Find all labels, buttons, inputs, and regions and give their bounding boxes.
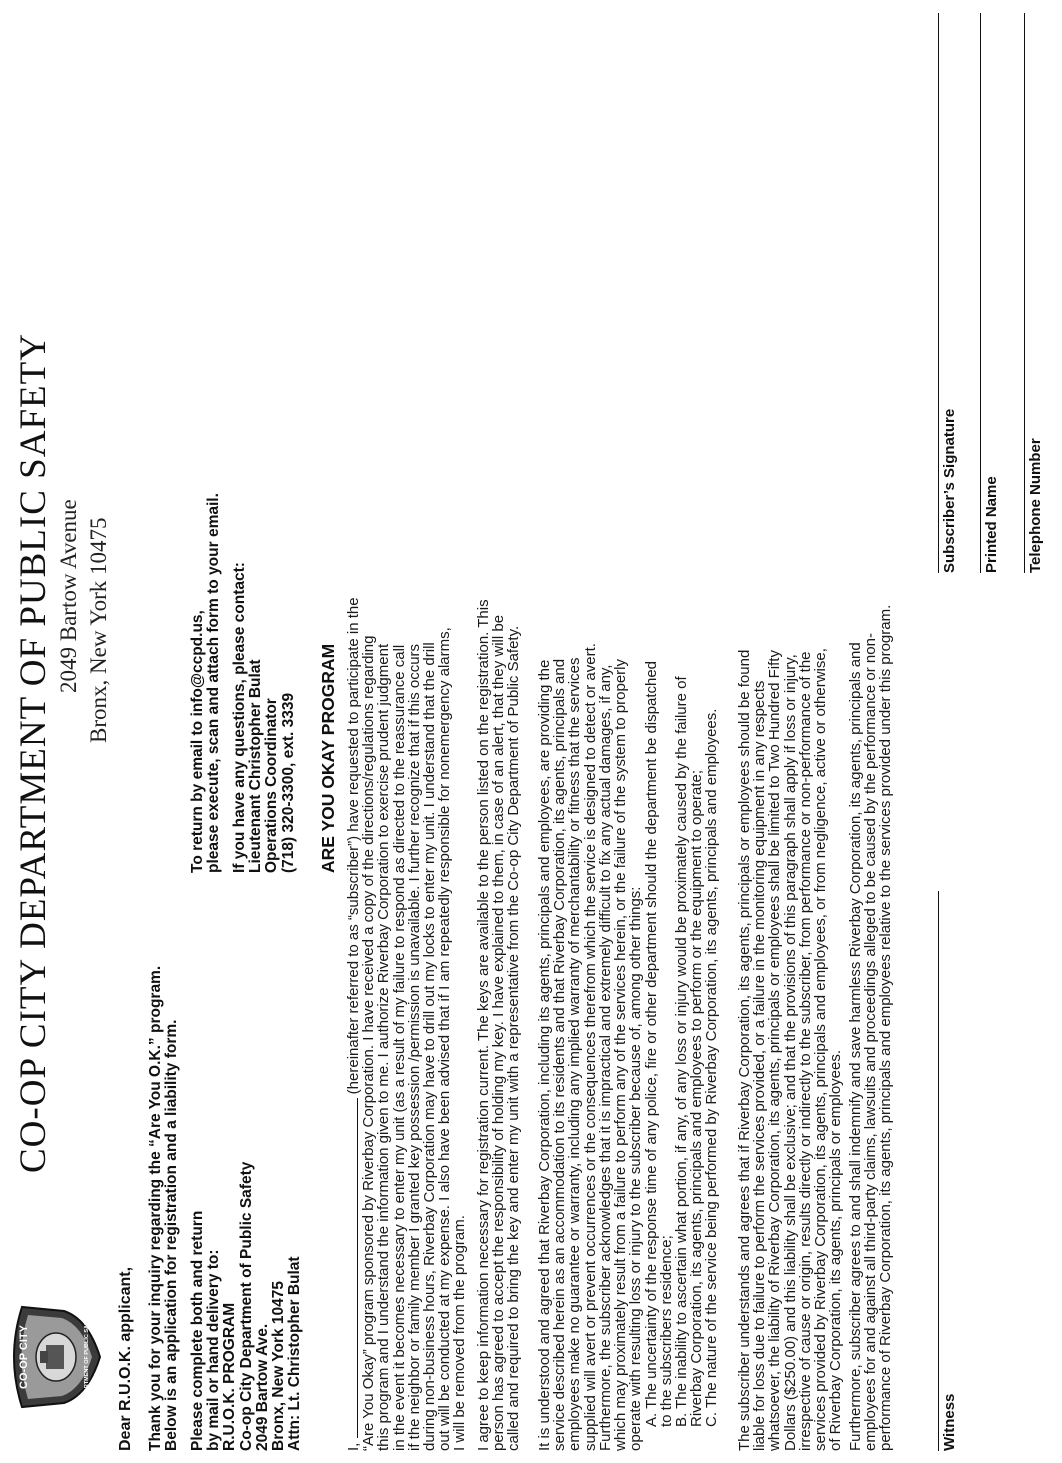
paragraph-line: services provided by Riverbay Corporation, its agents, principals and employees, or from negligence, active or otherwise, (812, 648, 830, 1451)
mail-line: R.U.O.K. PROGRAM (221, 1302, 239, 1451)
intro-text (148, 966, 181, 1451)
paragraph-line: of Riverbay Corporation, its agents, principals or employees. (827, 1049, 845, 1451)
paragraph-liability-limit (737, 11, 843, 1451)
telephone-number-line[interactable] (1024, 13, 1025, 573)
mail-line: Attn: Lt. Christopher Bulat (286, 1256, 304, 1451)
paragraph-line: operate with resulting loss or injury to the subscriber because of, among other things: (627, 886, 645, 1451)
paragraph-line: Furthermore, the subscriber acknowledges that it is impractical and extremely difficult to fix any actual damages, if any, (597, 664, 614, 1451)
paragraph-authorization (345, 11, 468, 1451)
paragraph-line: if the neighbor or family member I granted key possession /permission is unavailable. I further recognize that if this occurs (405, 643, 423, 1451)
telephone-number-label: Telephone Number (1027, 438, 1044, 573)
address-city: Bronx, New York 10475 (86, 517, 111, 743)
list-item: to the subscribers residence; (657, 1235, 675, 1427)
witness-line[interactable] (938, 891, 939, 1451)
email-line: To return by email to info@ccpd.us, (189, 610, 206, 873)
mail-line: Please complete both and return (189, 1210, 206, 1451)
paragraph-line: It is understood and agreed that Riverbay Corporation, including its agents, principals and employees, are providing the (536, 659, 553, 1451)
paragraph-line: I agree to keep information necessary for registration current. The keys are available to the person listed on the registration. This (475, 599, 492, 1451)
paragraph-line: which may proximately result from a failure to perform any of the services herein, or the failure of the system to properly (612, 659, 630, 1451)
subscriber-name-blank[interactable] (345, 1098, 358, 1438)
mail-line: 2049 Bartow Ave. (253, 1323, 271, 1451)
paragraph-line: liable for loss due to failure to perform the services provided, or a failure in the monitoring equipment in any respects (751, 680, 769, 1451)
list-item: B. The inability to ascertain what portion, if any, of any loss or injury would be proximately caused by the failure of (673, 676, 691, 1427)
contact-line: (718) 320-3300, ext. 3339 (279, 692, 297, 873)
mail-return-instructions (190, 1162, 303, 1451)
paragraph-line: performance of Riverbay Corporation, its agents, principals and employees relative to the services provided under this program. (877, 604, 895, 1451)
email-line: please execute, scan and attach form to your email. (205, 493, 223, 873)
paragraph-line: during non-business hours, Riverbay Corporation may have to drill out my locks to enter my unit. I understand that the drill (421, 642, 439, 1451)
mail-line: Bronx, New York 10475 (270, 1280, 288, 1451)
contact-line: If you have any questions, please contact: (231, 562, 248, 873)
email-return-instructions (190, 493, 223, 873)
subscriber-signature-label: Subscriber’s Signature (941, 408, 958, 573)
paragraph-line (345, 11, 361, 1451)
seal-bottom-text: DEPARTMENT OF PUBLIC SAFETY (84, 1310, 90, 1404)
paragraph-line: person has agreed to accept the responsibility of holding my key. I have explained to them, in case of an alert, that they will be (490, 614, 508, 1451)
paragraph-line: I will be removed from the program. (451, 1215, 469, 1451)
program-heading: ARE YOU OKAY PROGRAM (318, 643, 338, 873)
contact-info (232, 562, 297, 873)
printed-name-line[interactable] (980, 13, 981, 573)
paragraph-line: out will be conducted at my expense. I also have been advised that if I am repeatedly responsible for nonemergency alarms, (436, 627, 454, 1451)
intro-line: Thank you for your inquiry regarding the “Are You O.K.” program. (147, 965, 164, 1451)
subscriber-signature-line[interactable] (938, 13, 939, 573)
list-item: Riverbay Corporation, its agents, principals and employees to perform or the equipment to operate; (688, 769, 706, 1427)
printed-name-label: Printed Name (983, 476, 1000, 573)
paragraph-line: irrespective of cause or origin, results directly or indirectly to the subscriber, from performance or non-performance of the (796, 651, 814, 1451)
paragraph-line: this program and I understand the information given to me. I authorize Riverbay Corporation to exercise prudent judgment (375, 643, 393, 1451)
paragraph-no-warranty (537, 11, 598, 1451)
address-street: 2049 Bartow Avenue (56, 499, 81, 693)
list-item: C. The nature of the service being performed by Riverbay Corporation, its agents, principals and employees. (703, 708, 721, 1427)
paragraph-line: service described herein as an accommodation to its residents and that Riverbay Corporation, its agents, principals and (551, 658, 569, 1451)
paragraph-line: called and required to bring the key and enter my unit with a representative from the Co-op City Department of Public Safety. (505, 625, 523, 1451)
agency-title: CO-OP CITY DEPARTMENT OF PUBLIC SAFETY (13, 333, 54, 1173)
paragraph-registration (476, 11, 522, 1451)
paragraph-line: “Are You Okay” program sponsored by Riverbay Corporation. I have received a copy of the directions/regulations regarding (360, 635, 378, 1451)
paragraph-damages (598, 11, 720, 1451)
subscriber-prefix: I, (345, 1442, 362, 1451)
paragraph-line: Dollars ($250.00) and this liability shall be exclusive; and that the provisions of this paragraph shall apply if loss or injury, (781, 654, 799, 1451)
department-badge-seal (12, 1299, 102, 1415)
seal-top-text: CO-OP CITY (18, 1325, 30, 1389)
witness-label: Witness (941, 1393, 958, 1451)
paragraph-line: supplied will avert or prevent occurrences or the consequences therefrom which the service is designed to detect or avert. (581, 643, 599, 1451)
greeting: Dear R.U.O.K. applicant, (117, 1266, 134, 1451)
contact-line: Operations Coordinator (263, 698, 281, 873)
mail-line: by mail or hand delivery to: (205, 1249, 223, 1451)
paragraph-line: The subscriber understands and agrees that if Riverbay Corporation, its agents, principals or employees should be found (736, 649, 753, 1451)
paragraph-line-text: (hereinafter referred to as “subscriber”) have requested to participate in the (345, 597, 362, 1095)
list-item: A. The uncertainty of the response time of any police, fire or other department should the department be dispatched (642, 660, 660, 1427)
paragraph-line: in the event it becomes necessary to enter my unit (as a result of my failure to respond as directed to the reassurance call (390, 644, 408, 1451)
paragraph-line: Furthermore, subscriber agrees to and shall indemnify and save harmless Riverbay Corporation, its agents, principals and (847, 642, 864, 1451)
paragraph-indemnify (848, 11, 894, 1451)
mail-line: Co-op City Department of Public Safety (237, 1161, 255, 1451)
contact-line: Lieutenant Christopher Bulat (247, 659, 265, 873)
intro-line: Below is an application for registration and a liability form. (163, 1019, 181, 1451)
paragraph-line: employees for and against all third-party claims, lawsuits and proceedings alleged to be caused by the performance or non- (862, 633, 880, 1451)
paragraph-line: whatsoever, the liability of Riverbay Corporation, its agents, principals or employees shall be limited to Two Hundred Fifty (766, 650, 784, 1451)
paragraph-line: employees make no guarantee or warranty, including any implied warranty of merchantability or fitness that the services (566, 657, 584, 1451)
